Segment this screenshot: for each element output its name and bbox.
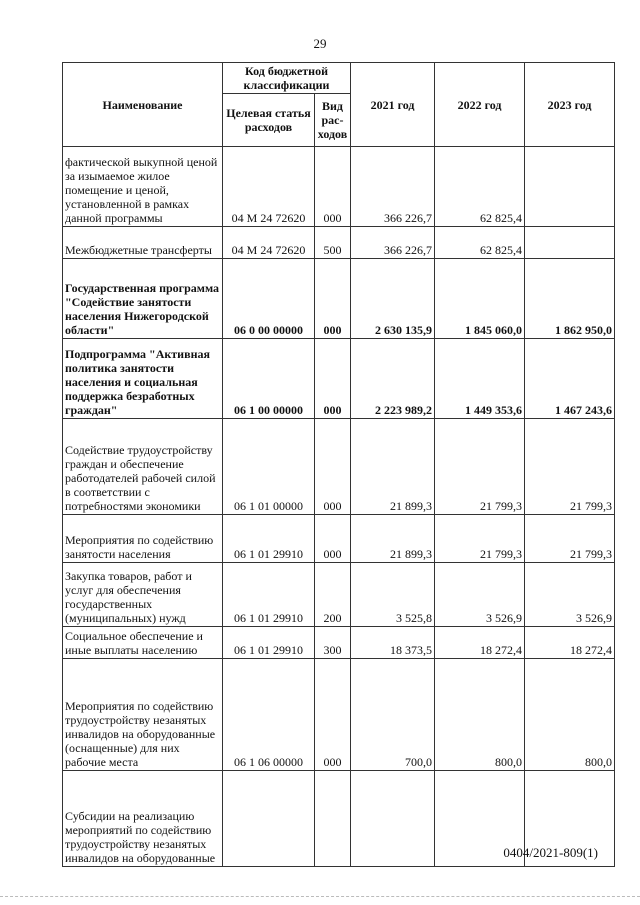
row-2023: 3 526,9 <box>525 563 615 627</box>
row-2021: 2 223 989,2 <box>351 339 435 419</box>
row-2021: 3 525,8 <box>351 563 435 627</box>
row-code: 06 1 06 00000 <box>223 659 315 771</box>
row-2022: 1 845 060,0 <box>435 259 525 339</box>
row-2023: 21 799,3 <box>525 419 615 515</box>
row-name: Государственная программа "Содействие занятости населения Нижегородской области" <box>63 259 223 339</box>
row-2023 <box>525 227 615 259</box>
row-code: 06 1 01 00000 <box>223 419 315 515</box>
header-2022: 2022 год <box>435 63 525 147</box>
row-2021: 700,0 <box>351 659 435 771</box>
row-code <box>223 771 315 867</box>
row-vid: 000 <box>315 419 351 515</box>
row-vid: 000 <box>315 147 351 227</box>
row-name: Социальное обеспечение и иные выплаты населению <box>63 627 223 659</box>
row-vid: 300 <box>315 627 351 659</box>
row-2022: 800,0 <box>435 659 525 771</box>
row-name: фактической выкупной ценой за изымаемое жилое помещение и ценой, установленной в рамках данной программы <box>63 147 223 227</box>
row-2022: 62 825,4 <box>435 147 525 227</box>
row-2021: 366 226,7 <box>351 147 435 227</box>
row-vid <box>315 771 351 867</box>
row-2022: 21 799,3 <box>435 515 525 563</box>
row-2022: 1 449 353,6 <box>435 339 525 419</box>
row-2023: 1 467 243,6 <box>525 339 615 419</box>
header-target: Целевая статья расходов <box>223 94 315 147</box>
table-row <box>63 659 615 771</box>
document-number: 0404/2021-809(1) <box>503 845 598 860</box>
row-2022: 18 272,4 <box>435 627 525 659</box>
row-name: Закупка товаров, работ и услуг для обеспечения государственных (муниципальных) нужд <box>63 563 223 627</box>
table-row <box>63 419 615 515</box>
table-row <box>63 339 615 419</box>
row-code: 06 1 01 29910 <box>223 563 315 627</box>
row-code: 04 М 24 72620 <box>223 147 315 227</box>
row-2021: 21 899,3 <box>351 419 435 515</box>
bottom-divider <box>0 896 640 898</box>
page-number: 29 <box>313 36 327 51</box>
row-vid: 500 <box>315 227 351 259</box>
row-2023 <box>525 147 615 227</box>
budget-table <box>62 62 615 867</box>
row-2023: 1 862 950,0 <box>525 259 615 339</box>
header-code-group: Код бюджетной классификации <box>223 63 351 94</box>
row-code: 06 1 01 29910 <box>223 627 315 659</box>
row-2023: 21 799,3 <box>525 515 615 563</box>
table-row <box>63 515 615 563</box>
row-2021: 21 899,3 <box>351 515 435 563</box>
row-2021: 2 630 135,9 <box>351 259 435 339</box>
row-2021: 18 373,5 <box>351 627 435 659</box>
row-code: 06 1 00 00000 <box>223 339 315 419</box>
row-2022: 62 825,4 <box>435 227 525 259</box>
row-name: Подпрограмма "Активная политика занятости населения и социальная поддержка безработных граждан" <box>63 339 223 419</box>
row-vid: 000 <box>315 515 351 563</box>
row-2022: 3 526,9 <box>435 563 525 627</box>
header-2023: 2023 год <box>525 63 615 147</box>
table-row <box>63 627 615 659</box>
header-2021: 2021 год <box>351 63 435 147</box>
row-vid: 200 <box>315 563 351 627</box>
row-vid: 000 <box>315 259 351 339</box>
row-name: Межбюджетные трансферты <box>63 227 223 259</box>
row-2021: 366 226,7 <box>351 227 435 259</box>
table-row <box>63 227 615 259</box>
table-row <box>63 563 615 627</box>
row-name: Мероприятия по содействию трудоустройству незанятых инвалидов на оборудованные (оснащенные) для них рабочие места <box>63 659 223 771</box>
row-vid: 000 <box>315 659 351 771</box>
row-name: Содействие трудоустройству граждан и обеспечение работодателей рабочей силой в соответствии с потребностями экономики <box>63 419 223 515</box>
row-2023: 800,0 <box>525 659 615 771</box>
row-code: 06 0 00 00000 <box>223 259 315 339</box>
row-name: Мероприятия по содействию занятости населения <box>63 515 223 563</box>
table-row <box>63 147 615 227</box>
row-2021 <box>351 771 435 867</box>
row-2023: 18 272,4 <box>525 627 615 659</box>
row-name: Субсидии на реализацию мероприятий по содействию трудоустройству незанятых инвалидов на оборудованные <box>63 771 223 867</box>
table-row <box>63 259 615 339</box>
header-name: Наименование <box>63 63 223 147</box>
row-2022: 21 799,3 <box>435 419 525 515</box>
row-code: 06 1 01 29910 <box>223 515 315 563</box>
row-code: 04 М 24 72620 <box>223 227 315 259</box>
row-vid: 000 <box>315 339 351 419</box>
header-vid: Вид рас-ходов <box>315 94 351 147</box>
